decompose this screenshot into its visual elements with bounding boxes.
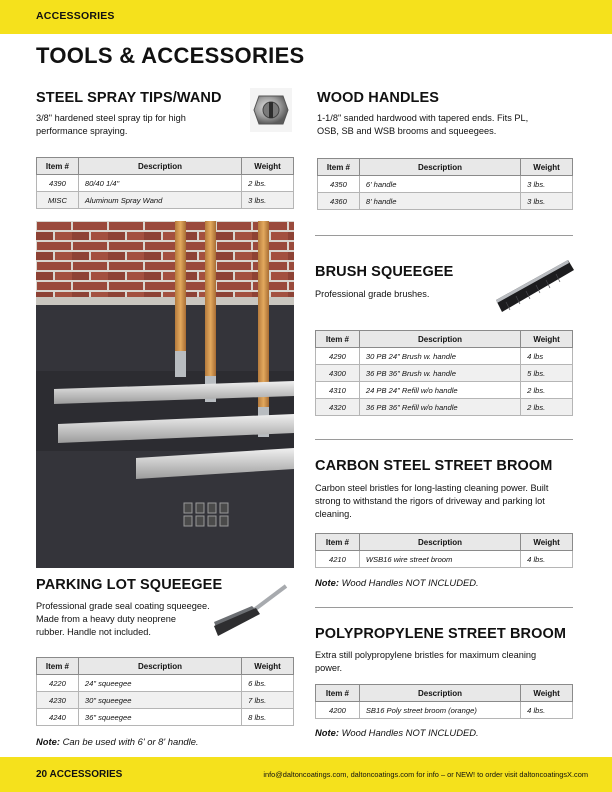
parking-squeegee-desc-line: Professional grade seal coating squeegee. [36, 601, 210, 611]
column-header-weight: Weight [521, 534, 573, 551]
table-header-row [37, 658, 294, 675]
steel-spray-table [36, 157, 294, 209]
table-row [37, 675, 294, 692]
cell-weight: 2 lbs. [521, 382, 573, 399]
note-text: Wood Handles NOT INCLUDED. [338, 727, 479, 738]
spray-tip-image [250, 88, 292, 132]
poly-broom-desc-line: Extra still polypropylene bristles for maximum cleaning [315, 650, 537, 660]
cell-description: 36 PB 36" Refill w/o handle [359, 399, 520, 416]
column-header-weight: Weight [521, 331, 573, 348]
cell-item: 4300 [316, 365, 360, 382]
cell-description: 6' handle [359, 176, 520, 193]
footer-page-label: 20 ACCESSORIES [36, 769, 123, 780]
cell-description: 8' handle [359, 193, 520, 210]
cell-weight: 3 lbs. [521, 193, 573, 210]
carbon-broom-note [315, 577, 479, 588]
cell-description: 36 PB 36" Brush w. handle [359, 365, 520, 382]
parking-squeegee-title: PARKING LOT SQUEEGEE [36, 577, 223, 593]
cell-item: MISC [37, 192, 79, 209]
cell-weight: 3 lbs. [242, 192, 294, 209]
cell-weight: 2 lbs. [242, 175, 294, 192]
brush-squeegee-image [492, 254, 576, 326]
steel-spray-desc-line: 3/8" hardened steel spray tip for high [36, 113, 186, 123]
column-header-weight: Weight [521, 159, 573, 176]
column-header-item: Item # [37, 158, 79, 175]
note-label: Note: [36, 736, 60, 747]
cell-description: Aluminum Spray Wand [78, 192, 241, 209]
page-title: TOOLS & ACCESSORIES [36, 43, 305, 68]
cell-item: 4200 [316, 702, 360, 719]
cell-item: 4360 [318, 193, 360, 210]
cell-description: 30 PB 24" Brush w. handle [359, 348, 520, 365]
cell-item: 4210 [316, 551, 360, 568]
carbon-broom-desc-line: cleaning. [315, 509, 352, 519]
section-divider [315, 235, 573, 236]
table-row [316, 702, 573, 719]
cell-weight: 4 lbs. [521, 551, 573, 568]
wood-handles-table [317, 158, 573, 210]
cell-description: 36" squeegee [78, 709, 241, 726]
cell-weight: 2 lbs. [521, 399, 573, 416]
column-header-weight: Weight [242, 158, 294, 175]
poly-broom-description [315, 649, 536, 675]
cell-weight: 5 lbs. [521, 365, 573, 382]
cell-item: 4390 [37, 175, 79, 192]
note-label: Note: [315, 727, 339, 738]
carbon-broom-table [315, 533, 573, 568]
cell-item: 4290 [316, 348, 360, 365]
table-header-row [318, 159, 573, 176]
poly-broom-note [315, 727, 479, 738]
table-header-row [316, 331, 573, 348]
table-header-row [316, 534, 573, 551]
poly-broom-desc-line: power. [315, 663, 343, 673]
cell-item: 4240 [37, 709, 79, 726]
section-divider [315, 439, 573, 440]
column-header-description: Description [359, 331, 520, 348]
cell-description: SB16 Poly street broom (orange) [359, 702, 520, 719]
column-header-weight: Weight [521, 685, 573, 702]
wood-handles-title: WOOD HANDLES [317, 90, 440, 106]
parking-squeegee-description [36, 600, 210, 639]
table-row [316, 365, 573, 382]
poly-broom-table [315, 684, 573, 719]
carbon-broom-desc-line: Carbon steel bristles for long-lasting cleaning power. Built [315, 483, 549, 493]
cell-description: 80/40 1/4" [78, 175, 241, 192]
squeegee-photo [36, 221, 294, 568]
table-row [318, 176, 573, 193]
carbon-broom-description [315, 482, 548, 521]
cell-description: 30" squeegee [78, 692, 241, 709]
column-header-description: Description [359, 534, 520, 551]
table-row [316, 399, 573, 416]
cell-item: 4310 [316, 382, 360, 399]
table-row [37, 192, 294, 209]
parking-squeegee-desc-line: Made from a heavy duty neoprene [36, 614, 176, 624]
squeegee-photo-illustration [36, 221, 294, 568]
table-row [37, 709, 294, 726]
steel-spray-description [36, 112, 186, 138]
table-row [316, 551, 573, 568]
cell-weight: 3 lbs. [521, 176, 573, 193]
column-header-item: Item # [316, 534, 360, 551]
carbon-broom-desc-line: strong to withstand the rigors of driveway and parking lot [315, 496, 545, 506]
cell-weight: 4 lbs [521, 348, 573, 365]
column-header-weight: Weight [242, 658, 294, 675]
note-text: Wood Handles NOT INCLUDED. [338, 577, 479, 588]
cell-weight: 4 lbs. [521, 702, 573, 719]
cell-weight: 7 lbs. [242, 692, 294, 709]
brush-squeegee-description [315, 288, 429, 301]
parking-squeegee-table [36, 657, 294, 726]
steel-spray-desc-line: performance spraying. [36, 126, 128, 136]
column-header-item: Item # [316, 331, 360, 348]
poly-broom-title: POLYPROPYLENE STREET BROOM [315, 626, 567, 642]
column-header-description: Description [359, 685, 520, 702]
cell-item: 4230 [37, 692, 79, 709]
table-header-row [37, 158, 294, 175]
carbon-broom-title: CARBON STEEL STREET BROOM [315, 458, 553, 474]
steel-spray-title: STEEL SPRAY TIPS/WAND [36, 90, 222, 106]
note-text: Can be used with 6' or 8' handle. [59, 736, 199, 747]
brush-squeegee-title: BRUSH SQUEEGEE [315, 264, 454, 280]
note-label: Note: [315, 577, 339, 588]
section-divider [315, 607, 573, 608]
header-label: ACCESSORIES [36, 10, 115, 22]
table-row [37, 692, 294, 709]
cell-item: 4320 [316, 399, 360, 416]
table-row [318, 193, 573, 210]
cell-weight: 8 lbs. [242, 709, 294, 726]
table-row [316, 348, 573, 365]
table-row [37, 175, 294, 192]
cell-item: 4350 [318, 176, 360, 193]
table-header-row [316, 685, 573, 702]
parking-squeegee-image [212, 582, 290, 638]
column-header-item: Item # [316, 685, 360, 702]
column-header-item: Item # [37, 658, 79, 675]
wood-handles-desc-line: OSB, SB and WSB brooms and squeegees. [317, 126, 497, 136]
column-header-description: Description [78, 158, 241, 175]
brush-squeegee-table [315, 330, 573, 416]
footer-bar [0, 757, 612, 792]
parking-squeegee-desc-line: rubber. Handle not included. [36, 627, 151, 637]
cell-item: 4220 [37, 675, 79, 692]
column-header-description: Description [359, 159, 520, 176]
column-header-description: Description [78, 658, 241, 675]
parking-squeegee-note [36, 736, 199, 747]
footer-contact: info@daltoncoatings.com, daltoncoatings.com for info – or NEW! to order visit daltoncoatingsX.com [263, 770, 588, 779]
wood-handles-desc-line: 1-1/8" sanded hardwood with tapered ends. Fits PL, [317, 113, 529, 123]
brush-squeegee-desc-line: Professional grade brushes. [315, 289, 430, 299]
header-bar [0, 0, 612, 34]
wood-handles-description [317, 112, 528, 138]
table-row [316, 382, 573, 399]
cell-description: WSB16 wire street broom [359, 551, 520, 568]
column-header-item: Item # [318, 159, 360, 176]
cell-description: 24 PB 24" Refill w/o handle [359, 382, 520, 399]
cell-description: 24" squeegee [78, 675, 241, 692]
cell-weight: 6 lbs. [242, 675, 294, 692]
